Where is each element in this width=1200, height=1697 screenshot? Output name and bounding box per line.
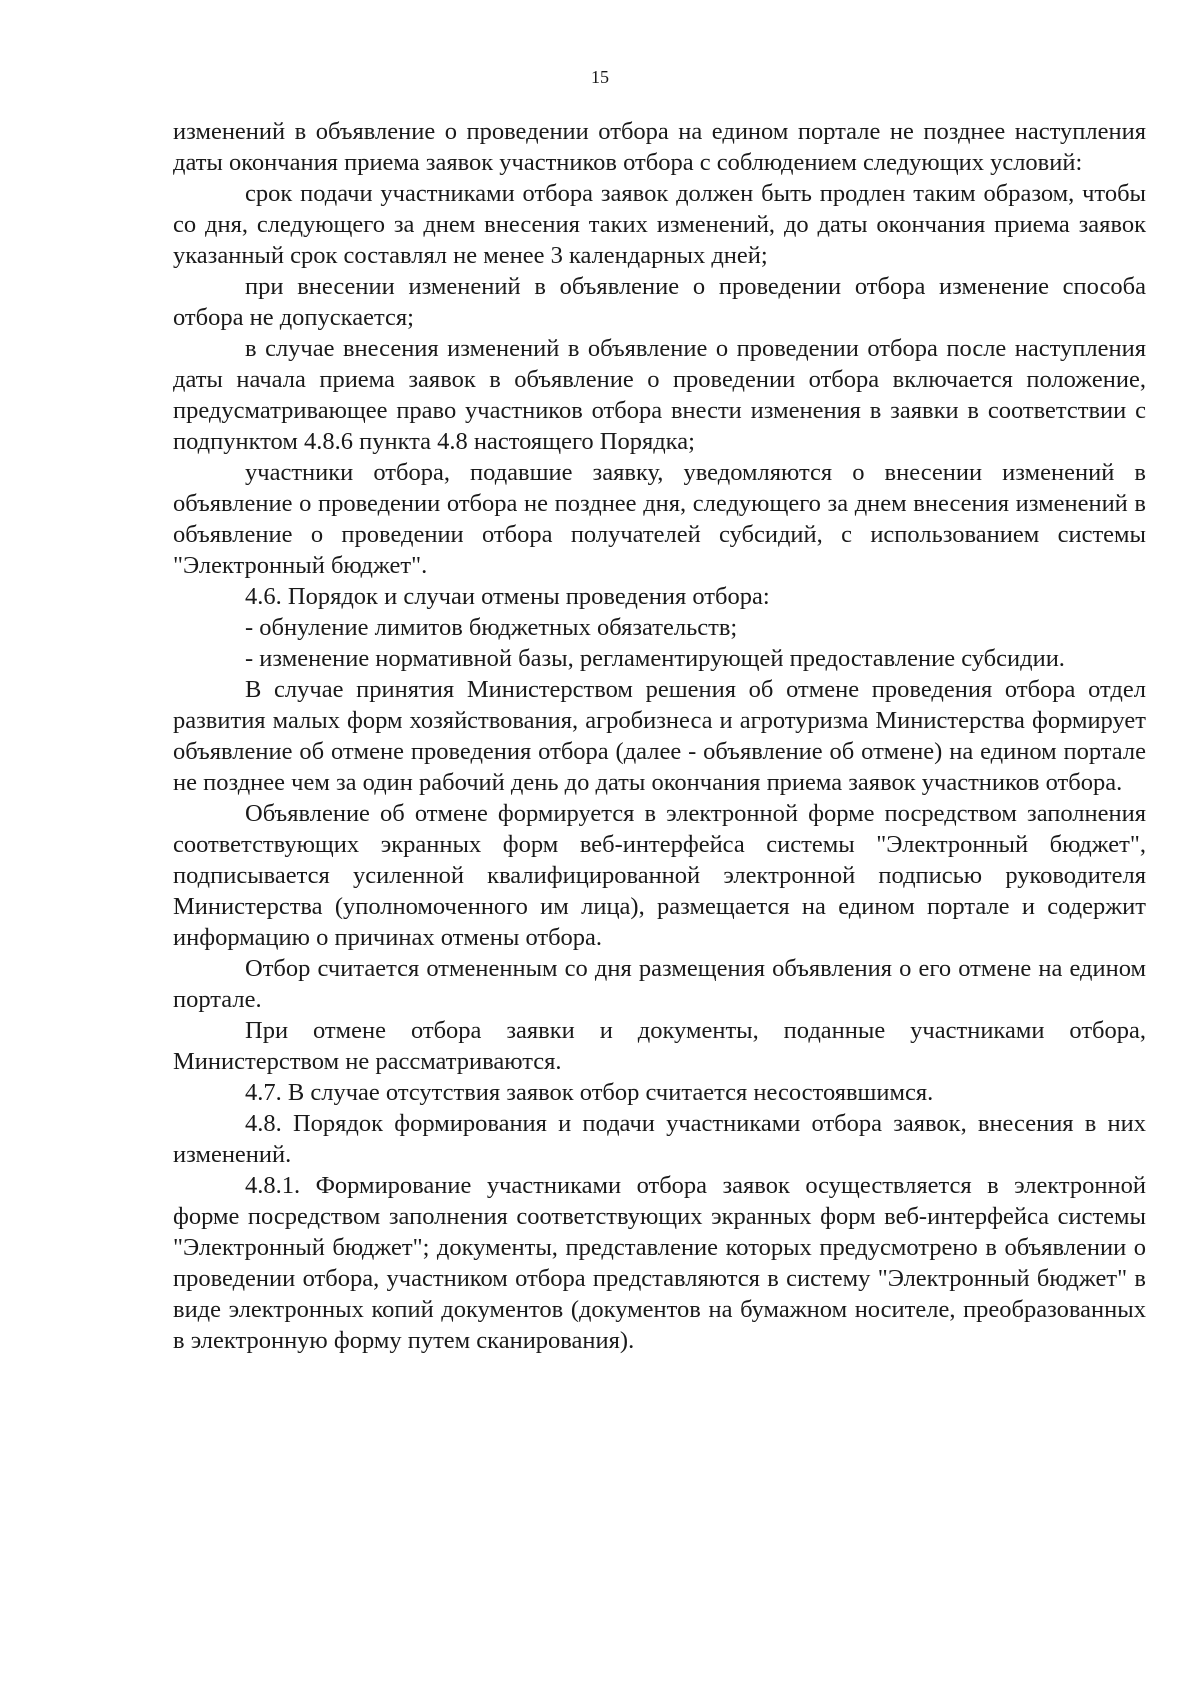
paragraph: 4.8.1. Формирование участниками отбора заявок осуществляется в электронной форме посредством заполнения соответствующих экранных форм веб-интерфейса системы "Электронный бюджет"; документы, представление которых предусмотрено в объявлении о проведении отбора, участником отбора представляются в систему "Электронный бюджет" в виде электронных копий документов (документов на бумажном носителе, преобразованных в электронную форму путем сканирования). <box>173 1172 1146 1354</box>
section-heading: 4.8. Порядок формирования и подачи участниками отбора заявок, внесения в них изменений. <box>173 1110 1146 1168</box>
section-heading: 4.6. Порядок и случаи отмены проведения отбора: <box>245 583 770 610</box>
paragraph: участники отбора, подавшие заявку, уведомляются о внесении изменений в объявление о проведении отбора не позднее дня, следующего за днем внесения изменений в объявление о проведении отбора получателей субсидий, с использованием системы "Электронный бюджет". <box>173 459 1146 579</box>
paragraph: Объявление об отмене формируется в электронной форме посредством заполнения соответствующих экранных форм веб-интерфейса системы "Электронный бюджет", подписывается усиленной квалифицированной электронной подписью руководителя Министерства (уполномоченного им лица), размещается на едином портале и содержит информацию о причинах отмены отбора. <box>173 800 1146 951</box>
paragraph: При отмене отбора заявки и документы, поданные участниками отбора, Министерством не рассматриваются. <box>173 1017 1146 1075</box>
paragraph: В случае принятия Министерством решения об отмене проведения отбора отдел развития малых форм хозяйствования, агробизнеса и агротуризма Министерства формирует объявление об отмене проведения отбора (далее - объявление об отмене) на едином портале не позднее чем за один рабочий день до даты окончания приема заявок участников отбора. <box>173 676 1146 796</box>
section-heading: 4.7. В случае отсутствия заявок отбор считается несостоявшимся. <box>245 1079 934 1106</box>
paragraph: в случае внесения изменений в объявление о проведении отбора после наступления даты начала приема заявок в объявление о проведении отбора включается положение, предусматривающее право участников отбора внести изменения в заявки в соответствии с подпунктом 4.8.6 пункта 4.8 настоящего Порядка; <box>173 335 1146 455</box>
paragraph: Отбор считается отмененным со дня размещения объявления о его отмене на едином портале. <box>173 955 1146 1013</box>
document-body <box>173 116 1146 1356</box>
paragraph: изменений в объявление о проведении отбора на едином портале не позднее наступления даты окончания приема заявок участников отбора с соблюдением следующих условий: <box>173 118 1146 176</box>
list-item: - обнуление лимитов бюджетных обязательств; <box>245 614 738 641</box>
page-number: 15 <box>591 67 609 87</box>
paragraph: срок подачи участниками отбора заявок должен быть продлен таким образом, чтобы со дня, следующего за днем внесения таких изменений, до даты окончания приема заявок указанный срок составлял не менее 3 календарных дней; <box>173 180 1146 269</box>
paragraph: при внесении изменений в объявление о проведении отбора изменение способа отбора не допускается; <box>173 273 1146 331</box>
list-item: - изменение нормативной базы, регламентирующей предоставление субсидии. <box>245 645 1065 672</box>
